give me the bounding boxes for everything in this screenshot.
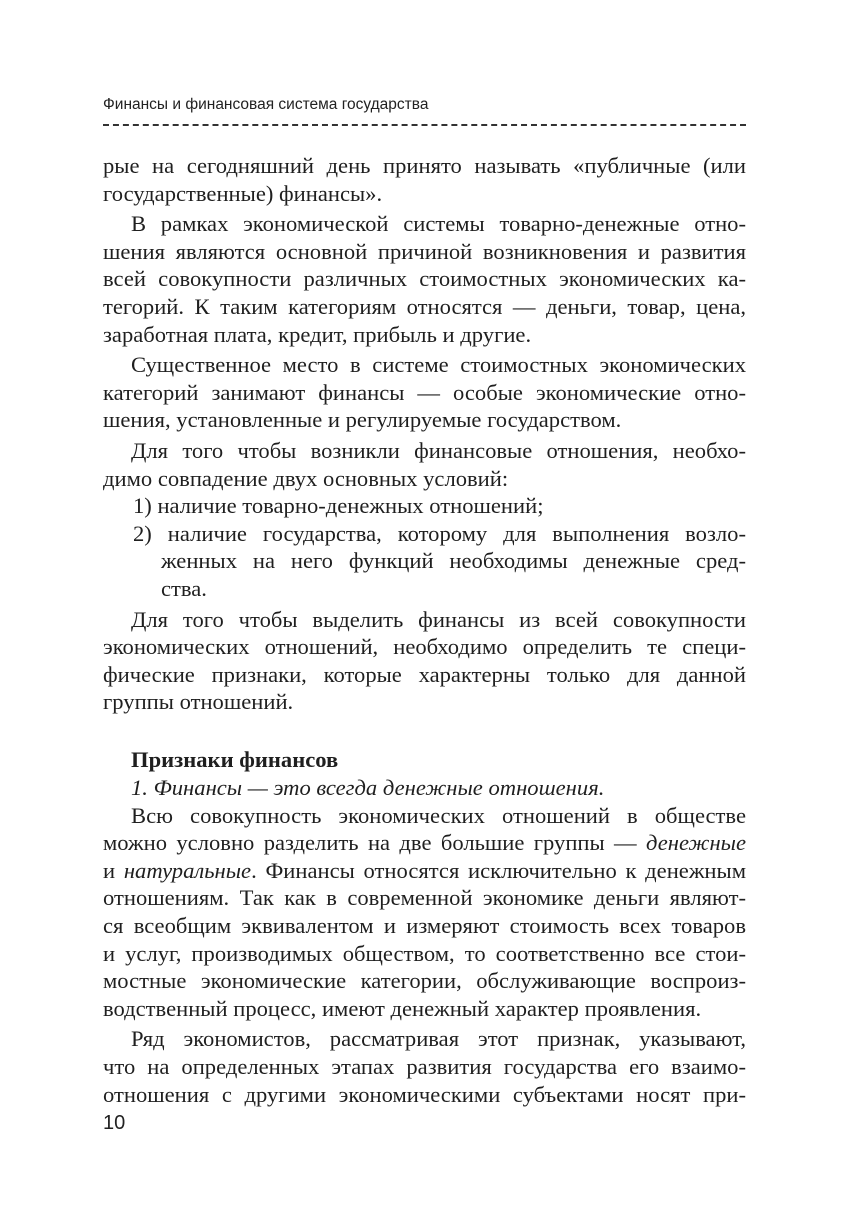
text-line: фические признаки, которые характерны только для данной <box>103 661 746 687</box>
text-line: и услуг, производимых обществом, то соответственно все стои- <box>103 940 746 966</box>
list-item-continuation: женных на него функций необходимы денежные сред- <box>161 548 746 574</box>
text-fragment: можно условно разделить на две большие группы — <box>103 830 637 856</box>
text-line <box>103 857 746 885</box>
text-line: ся всеобщим эквивалентом и измеряют стоимость всех товаров <box>103 913 746 939</box>
text-line: группы отношений. <box>103 689 294 715</box>
text-line: заработная плата, кредит, прибыль и другие. <box>103 321 532 347</box>
text-line: категорий занимают финансы — особые экономические отно- <box>103 379 746 405</box>
text-line: В рамках экономической системы товарно-денежные отно- <box>131 211 746 237</box>
running-title: Финансы и финансовая система государства <box>103 96 429 113</box>
text-line: рые на сегодняшний день принято называть «публичные (или <box>103 153 746 178</box>
text-line: что на определенных этапах развития государства его взаимо- <box>103 1054 746 1079</box>
text-line: шения, установленные и регулируемые государством. <box>103 407 622 433</box>
subsection-heading: 1. Финансы — это всегда денежные отношения. <box>131 775 605 801</box>
list-item: 1) наличие товарно-денежных отношений; <box>133 493 544 519</box>
list-item: 2) наличие государства, которому для выполнения возло- <box>133 520 746 546</box>
text-line: тегорий. К таким категориям относятся — деньги, товар, цена, <box>103 293 746 319</box>
text-line: Существенное место в системе стоимостных экономических <box>131 352 746 378</box>
page-body <box>103 152 746 1108</box>
text-line: Для того чтобы возникли финансовые отношения, необхо- <box>131 437 746 463</box>
text-line: государственные) финансы». <box>103 180 383 206</box>
text-line: экономических отношений, необходимо определить те специ- <box>103 634 746 660</box>
text-fragment: и <box>103 857 116 883</box>
text-fragment: . Финансы относятся исключительно к денежным <box>251 857 746 883</box>
text-line: Ряд экономистов, рассматривая этот признак, указывают, <box>131 1026 746 1052</box>
emphasis: денежные <box>646 830 746 856</box>
text-line: всей совокупности различных стоимостных экономических ка- <box>103 266 746 292</box>
text-line: шения являются основной причиной возникновения и развития <box>103 238 746 264</box>
text-line <box>103 829 746 857</box>
page-number: 10 <box>103 1112 126 1134</box>
text-line: мостные экономические категории, обслуживающие воспроиз- <box>103 968 746 994</box>
text-line: Всю совокупность экономических отношений в обществе <box>131 802 746 828</box>
emphasis: натуральные <box>123 857 252 883</box>
text-line: димо совпадение двух основных условий: <box>103 465 509 491</box>
list-item-continuation: ства. <box>161 575 207 601</box>
section-heading: Признаки финансов <box>131 747 339 773</box>
text-line: отношениям. Так как в современной экономике деньги являют- <box>103 885 746 911</box>
text-line: водственный процесс, имеют денежный характер проявления. <box>103 995 702 1021</box>
header-divider <box>103 124 746 126</box>
text-line: отношения с другими экономическими субъектами носят при- <box>103 1081 746 1107</box>
text-line: Для того чтобы выделить финансы из всей совокупности <box>131 606 746 632</box>
